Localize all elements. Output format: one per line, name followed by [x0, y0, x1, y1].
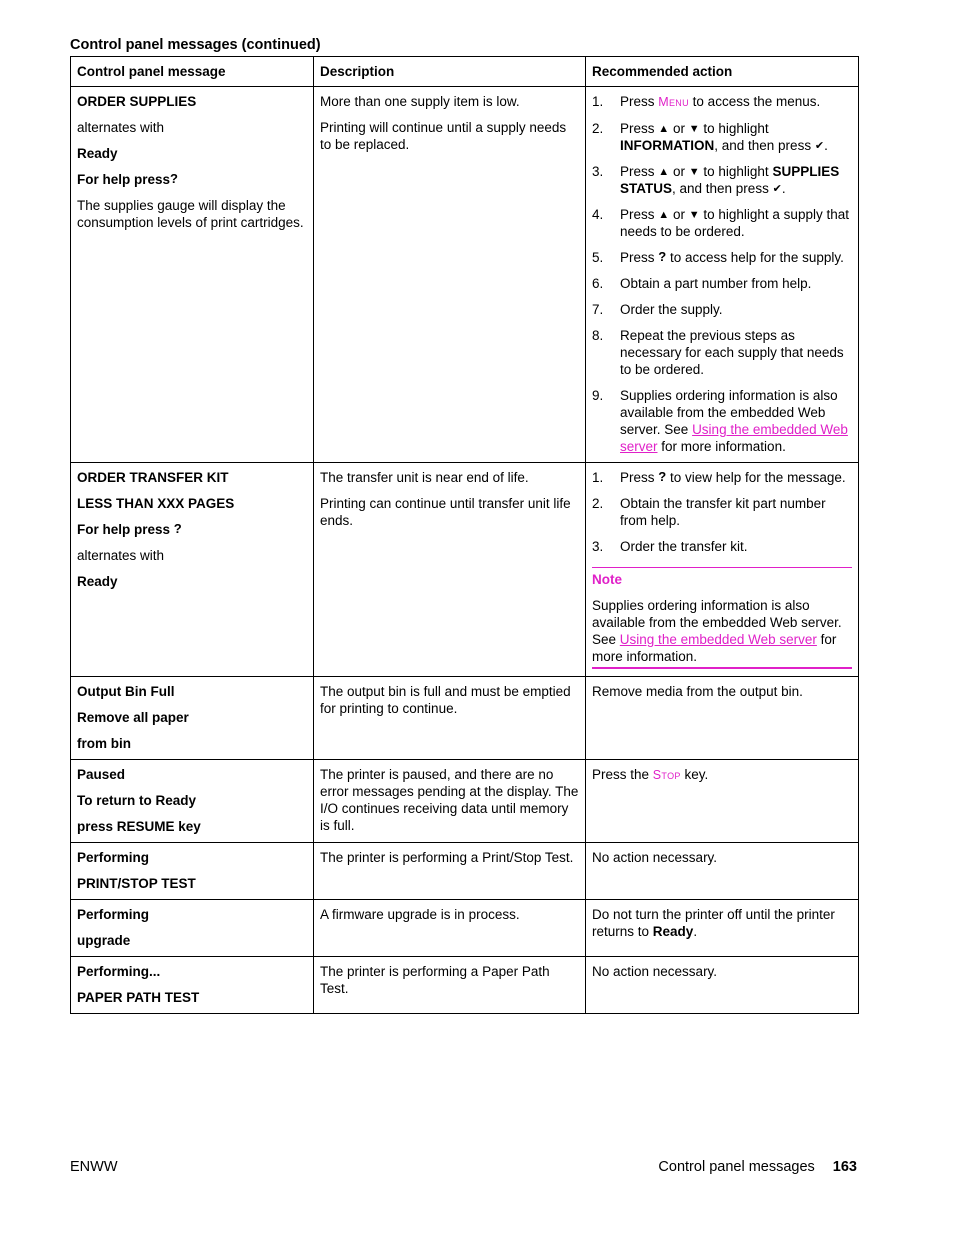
message-cell — [71, 957, 314, 1014]
step-text: to highlight — [703, 164, 769, 179]
action-cell — [586, 900, 859, 957]
message-cell — [71, 463, 314, 677]
action-text-part: Press the — [592, 767, 650, 782]
description-text: The output bin is full and must be emptied for printing to continue. — [320, 684, 571, 716]
message-line: LESS THAN XXX PAGES — [77, 496, 235, 511]
message-line: Paused — [77, 767, 126, 782]
question-mark-icon: ? — [173, 521, 182, 536]
step-text: Obtain the transfer kit part number from help. — [620, 496, 826, 528]
description-text: Printing will continue until a supply needs to be replaced. — [320, 120, 567, 152]
up-arrow-icon: ▲ — [658, 123, 670, 135]
list-item — [592, 163, 852, 197]
message-line: Performing — [77, 850, 150, 865]
action-cell — [586, 87, 859, 463]
message-line: Performing — [77, 907, 150, 922]
step-text: Supplies ordering information is also available from the embedded Web server. See — [620, 388, 838, 437]
checkmark-icon: ✔ — [814, 140, 825, 152]
step-text: to access help for the supply. — [670, 250, 844, 265]
list-item — [592, 301, 852, 318]
list-item — [592, 495, 852, 529]
message-line: Remove all paper — [77, 710, 189, 725]
action-text-part: . — [693, 924, 698, 939]
description-cell — [314, 957, 586, 1014]
action-text — [592, 906, 852, 940]
message-line: Performing... — [77, 964, 161, 979]
action-text-part: Do not turn the printer off until the printer returns to — [592, 907, 835, 939]
message-line: ORDER SUPPLIES — [77, 94, 197, 109]
step-number: 1. — [592, 94, 604, 109]
note-text-part: for more information. — [592, 632, 837, 664]
description-cell — [314, 677, 586, 760]
up-arrow-icon: ▲ — [658, 209, 670, 221]
action-cell — [586, 760, 859, 843]
action-text: No action necessary. — [592, 850, 718, 865]
footer-section-title: Control panel messages — [658, 1159, 815, 1175]
table-row — [71, 677, 859, 760]
message-text: For help press — [77, 522, 171, 537]
description-text: More than one supply item is low. — [320, 94, 520, 109]
step-number: 5. — [592, 250, 604, 265]
step-number: 2. — [592, 496, 604, 511]
step-number: 3. — [592, 539, 604, 554]
list-item — [592, 93, 852, 111]
message-cell — [71, 677, 314, 760]
message-line: Ready — [77, 146, 118, 161]
step-text: Press — [620, 470, 655, 485]
list-item — [592, 275, 852, 292]
action-text — [592, 766, 852, 784]
step-number: 6. — [592, 276, 604, 291]
message-line: PRINT/STOP TEST — [77, 876, 196, 891]
message-line — [77, 171, 307, 188]
footer-left-label: ENWW — [70, 1159, 118, 1175]
action-text: Remove media from the output bin. — [592, 684, 803, 699]
table-row — [71, 843, 859, 900]
page-number: 163 — [832, 1159, 857, 1175]
step-text: , and then press — [672, 181, 769, 196]
step-text: Obtain a part number from help. — [620, 276, 812, 291]
step-number: 4. — [592, 207, 604, 222]
step-number: 2. — [592, 121, 604, 136]
description-cell — [314, 760, 586, 843]
step-text: . — [824, 138, 828, 153]
message-line: To return to Ready — [77, 793, 197, 808]
message-line: Ready — [77, 574, 118, 589]
action-cell — [586, 957, 859, 1014]
action-text-part: key. — [684, 767, 709, 782]
action-cell — [586, 843, 859, 900]
message-line: press RESUME key — [77, 819, 201, 834]
question-mark-icon: ? — [658, 249, 667, 264]
message-cell — [71, 843, 314, 900]
step-text: Press — [620, 250, 655, 265]
control-panel-messages-table — [70, 56, 859, 1014]
message-line: alternates with — [77, 548, 165, 563]
list-item — [592, 249, 852, 266]
description-text: Printing can continue until transfer unit life ends. — [320, 496, 571, 528]
list-item — [592, 120, 852, 154]
step-text: Press — [620, 94, 655, 109]
message-cell — [71, 900, 314, 957]
step-bold-text: INFORMATION — [620, 138, 715, 153]
step-text: Order the transfer kit. — [620, 539, 748, 554]
step-text: for more information. — [661, 439, 786, 454]
table-row — [71, 463, 859, 677]
embedded-web-server-link[interactable]: Using the embedded Web server — [619, 632, 817, 647]
step-text: Order the supply. — [620, 302, 723, 317]
step-number: 3. — [592, 164, 604, 179]
description-cell — [314, 87, 586, 463]
message-line: alternates with — [77, 120, 165, 135]
list-item — [592, 387, 852, 455]
description-text: The transfer unit is near end of life. — [320, 470, 529, 485]
down-arrow-icon: ▼ — [688, 209, 700, 221]
table-row — [71, 87, 859, 463]
step-text: . — [781, 181, 786, 196]
description-cell — [314, 463, 586, 677]
header-description: Description — [314, 57, 586, 87]
question-mark-icon: ? — [170, 171, 178, 186]
message-line — [77, 521, 307, 538]
step-number: 7. — [592, 302, 604, 317]
note-box — [592, 567, 852, 669]
steps-list — [592, 469, 852, 555]
step-text: or — [672, 207, 685, 222]
step-text: to access the menus. — [692, 94, 821, 109]
table-caption: Control panel messages (continued) — [70, 37, 321, 53]
action-text: No action necessary. — [592, 964, 718, 979]
down-arrow-icon: ▼ — [688, 166, 700, 178]
stop-key-label: Stop — [652, 768, 681, 782]
step-number: 1. — [592, 470, 604, 485]
action-cell — [586, 677, 859, 760]
message-line: upgrade — [77, 933, 131, 948]
list-item — [592, 469, 852, 486]
description-text: The printer is performing a Paper Path Test. — [320, 964, 550, 996]
message-line: PAPER PATH TEST — [77, 990, 200, 1005]
action-cell — [586, 463, 859, 677]
table-row — [71, 957, 859, 1014]
checkmark-icon: ✔ — [772, 183, 782, 195]
message-cell — [71, 760, 314, 843]
message-cell — [71, 87, 314, 463]
up-arrow-icon: ▲ — [658, 166, 670, 178]
question-mark-icon: ? — [658, 469, 667, 484]
note-text-part: Supplies ordering information is also available from the embedded Web server. See — [592, 598, 842, 647]
description-cell — [314, 900, 586, 957]
step-text: Repeat the previous steps as necessary for each supply that needs to be ordered. — [620, 328, 844, 377]
list-item — [592, 538, 852, 555]
header-recommended-action: Recommended action — [586, 57, 859, 87]
description-text: The printer is paused, and there are no error messages pending at the display. The I/O continues receiving data until memory is full. — [320, 767, 579, 833]
step-text: Press — [620, 164, 655, 179]
note-text — [592, 597, 852, 665]
table-row — [71, 760, 859, 843]
embedded-web-server-link[interactable]: Using the embedded Web server — [620, 422, 848, 454]
steps-list — [592, 93, 852, 455]
step-text: , and then press — [714, 138, 812, 153]
step-text: to highlight — [703, 121, 769, 136]
description-text: A firmware upgrade is in process. — [320, 907, 520, 922]
list-item — [592, 206, 852, 240]
header-control-panel-message: Control panel message — [71, 57, 314, 87]
message-line: ORDER TRANSFER KIT — [77, 470, 229, 485]
step-number: 9. — [592, 388, 604, 403]
step-text: to highlight a supply that needs to be ordered. — [620, 207, 849, 239]
step-text: to view help for the message. — [670, 470, 846, 485]
menu-key-label: Menu — [658, 95, 689, 109]
step-number: 8. — [592, 328, 604, 343]
step-text: or — [672, 121, 685, 136]
step-text: Press — [620, 121, 655, 136]
message-line: from bin — [77, 736, 131, 751]
message-line: Output Bin Full — [77, 684, 175, 699]
down-arrow-icon: ▼ — [688, 123, 700, 135]
message-text: For help press — [77, 172, 171, 187]
footer-right — [658, 1159, 857, 1176]
description-cell — [314, 843, 586, 900]
description-text: The printer is performing a Print/Stop Test. — [320, 850, 574, 865]
table-row — [71, 900, 859, 957]
step-text: or — [672, 164, 685, 179]
list-item — [592, 327, 852, 378]
step-bold-text: SUPPLIES STATUS — [620, 164, 840, 196]
table-header-row — [71, 57, 859, 87]
step-text: Press — [620, 207, 655, 222]
note-title: Note — [592, 572, 622, 587]
message-line: The supplies gauge will display the consumption levels of print cartridges. — [77, 198, 304, 230]
action-bold-text: Ready — [652, 924, 694, 939]
